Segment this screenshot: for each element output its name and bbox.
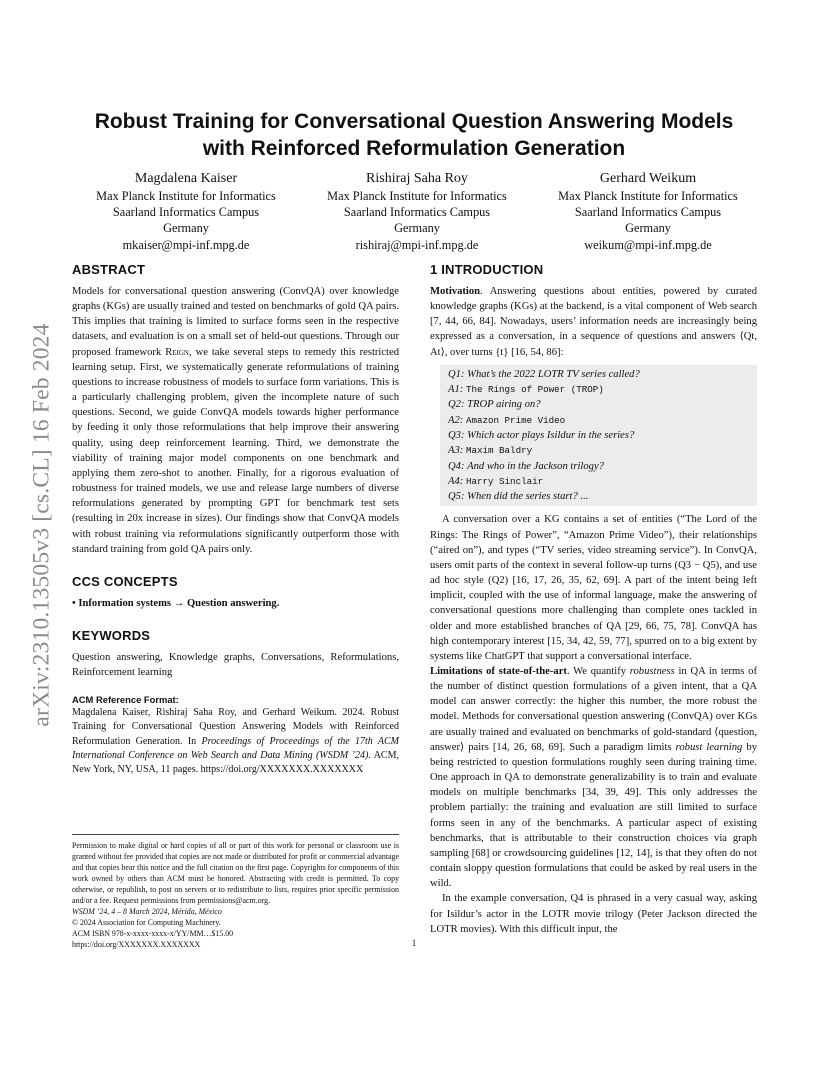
title-line-2: with Reinforced Reformulation Generation bbox=[202, 137, 626, 160]
conversation-turn: Q3: Which actor plays Isildur in the series? bbox=[448, 429, 635, 441]
conference-line: WSDM ’24, 4 – 8 March 2024, Mérida, México bbox=[72, 907, 222, 916]
doi-line: https://doi.org/XXXXXXX.XXXXXXX bbox=[72, 940, 201, 949]
author-email: weikum@mpi-inf.mpg.de bbox=[584, 237, 712, 252]
conversation-turn: A1: The Rings of Power (TROP) bbox=[448, 384, 604, 396]
author-affiliation: Max Planck Institute for Informatics bbox=[327, 189, 507, 203]
arxiv-stamp bbox=[22, 290, 62, 760]
example-conversation bbox=[440, 365, 757, 507]
acm-ref-heading: ACM Reference Format: bbox=[72, 694, 179, 706]
author-campus: Saarland Informatics Campus bbox=[112, 205, 260, 220]
author-1 bbox=[72, 170, 300, 253]
abstract-text: Models for conversational question answering (ConvQA) over knowledge graphs (KGs) are usually trained and tested on benchmarks of gold QA pairs. This implies that training is limited to surface forms seen in the respective datasets, and evaluation is on a small set of held-out questions. Through our proposed framework Reign, we take several steps to remedy this restricted learning setup. First, we systematically generate reformulations of training questions to increase robustness of models to surface form variations. This is a particularly challenging problem, given the incomplete nature of such questions. Second, we guide ConvQA models towards higher performance by feeding it only those reformulations that help improve their answering quality, using deep reinforcement learning. Third, we demonstrate the viability of training major model components on one benchmark and applying them zero-shot to another. Finally, for a rigorous evaluation of robustness for trained models, we use and release large numbers of diverse reformulations generated by prompting GPT for benchmark test sets (resulting in 20x increase in sizes). Our findings show that ConvQA models with robust training via reformulations significantly outperform those with standard training from gold QA pairs only. bbox=[72, 286, 399, 555]
ccs-heading: CCS CONCEPTS bbox=[72, 573, 178, 589]
author-country: Germany bbox=[394, 221, 440, 236]
author-name: Gerhard Weikum bbox=[599, 171, 697, 186]
left-column bbox=[72, 262, 399, 777]
conversation-turn: A2: Amazon Prime Video bbox=[448, 414, 566, 426]
author-name: Magdalena Kaiser bbox=[134, 171, 238, 186]
conversation-turn: Q2: TROP airing on? bbox=[448, 399, 541, 411]
permission-text: Permission to make digital or hard copies of all or part of this work for personal or classroom use is granted without fee provided that copies are not made or distributed for profit or commercial advantage and that copies bear this notice and the full citation on the first page. Copyrights for components of this work owned by others than ACM must be honored. Abstracting with credit is permitted. To copy otherwise, or republish, to post on servers or to redistribute to lists, requires prior specific permission and/or a fee. Request permissions from permissions@acm.org. bbox=[72, 841, 399, 905]
framework-name: Reign bbox=[165, 346, 189, 358]
permission-footnote bbox=[72, 834, 399, 950]
conversation-turn: A4: Harry Sinclair bbox=[448, 475, 544, 487]
author-block bbox=[72, 170, 762, 253]
author-email: rishiraj@mpi-inf.mpg.de bbox=[355, 237, 479, 252]
keywords-text: Question answering, Knowledge graphs, Conversations, Reformulations, Reinforcement learning bbox=[72, 651, 399, 679]
author-3 bbox=[534, 170, 762, 253]
isbn-line: ACM ISBN 978-x-xxxx-xxxx-x/YY/MM…$15.00 bbox=[72, 929, 234, 938]
author-country: Germany bbox=[163, 221, 209, 236]
page-number: 1 bbox=[411, 938, 417, 948]
limitations-paragraph: Limitations of state-of-the-art. We quantify robustness in QA in terms of the number of distinct question formulations of a given intent, that a QA model can answer correctly: the higher this number, the more robust the model. Methods for conversational question answering (ConvQA) over KGs are usually trained and evaluated on benchmarks of gold-standard ⟨question, answer⟩ pairs [14, 26, 68, 69]. Such a paradigm limits robust learning by being restricted to question formulations roughly seen during training time. One approach in QA to demonstrate generalizability is to train and evaluate models on multiple benchmarks [34, 39, 49]. This only addresses the problem partially: the training and evaluation are still limited to surface forms seen in any of the benchmarks. A particular aspect of existing benchmarks, that is attributable to their construction choices via graph sampling [68] or crowdsourcing guidelines [12, 14], is that they often do not contain sloppy question formulations that could be asked by real users in the wild. bbox=[430, 666, 757, 890]
ccs-text: • Information systems → Question answering. bbox=[72, 597, 280, 609]
keywords-heading: KEYWORDS bbox=[72, 627, 151, 643]
acm-ref-text: Magdalena Kaiser, Rishiraj Saha Roy, and Gerhard Weikum. 2024. Robust Training for Conversational Question Answering Models with Reinforced Reformulation Generation. In Proceedings of Proceedings of the 17th ACM International Conference on Web Search and Data Mining (WSDM ’24). ACM, New York, NY, USA, 11 pages. https://doi.org/XXXXXXX.XXXXXXX bbox=[72, 707, 399, 776]
author-2 bbox=[303, 170, 531, 253]
conversation-turn: Q4: And who in the Jackson trilogy? bbox=[448, 460, 604, 472]
author-affiliation: Max Planck Institute for Informatics bbox=[96, 189, 276, 203]
title-line-1: Robust Training for Conversational Question Answering Models bbox=[94, 110, 734, 133]
intro-heading: 1 INTRODUCTION bbox=[430, 262, 544, 277]
intro-paragraph-last: In the example conversation, Q4 is phrased in a very casual way, asking for Isildur’s actor in the LOTR movie trilogy (Peter Jackson directed the LOTR movies). With this difficult input, the bbox=[430, 893, 757, 935]
abstract-heading: ABSTRACT bbox=[72, 262, 146, 277]
author-affiliation: Max Planck Institute for Informatics bbox=[558, 189, 738, 203]
paper-title bbox=[60, 108, 768, 162]
motivation-paragraph: Motivation. Answering questions about entities, powered by curated knowledge graphs (KGs) at the backend, is a vital component of Web search [7, 44, 66, 84]. Nowadays, users’ information needs are increasingly being expressed as a conversation, in a sequence of questions and answers ⟨Qt, At⟩, over turns {t} [16, 54, 86]: bbox=[430, 286, 757, 358]
conversation-turn: Q1: What’s the 2022 LOTR TV series called? bbox=[448, 368, 640, 380]
intro-paragraph-1: A conversation over a KG contains a set of entities (“The Lord of the Rings: The Rings of Power”, “Amazon Prime Video”), their relationships (“aired on”), and types (“TV series, video streaming service”). In ConvQA, users omit parts of the context in several follow-up turns (Q3 − Q5), and use ad hoc style (Q2) [16, 17, 26, 35, 62, 69]. A part of the intent being left implicit, coupled with the use of informal language, make the answering of conversational questions more challenging than complete ones tackled in older and more established branches of QA [29, 66, 75, 78]. ConvQA has high contemporary interest [15, 34, 42, 59, 77], spurred on to a big extent by systems like ChatGPT that support a conversational interface. bbox=[430, 514, 757, 662]
conversation-turn: A3: Maxim Baldry bbox=[448, 445, 533, 457]
author-email: mkaiser@mpi-inf.mpg.de bbox=[122, 237, 250, 252]
author-country: Germany bbox=[625, 221, 671, 236]
author-campus: Saarland Informatics Campus bbox=[574, 205, 722, 220]
copyright-line: © 2024 Association for Computing Machinery. bbox=[72, 918, 221, 927]
author-name: Rishiraj Saha Roy bbox=[366, 171, 468, 186]
conversation-turn: Q5: When did the series start? ... bbox=[448, 491, 589, 503]
arxiv-id: arXiv:2310.13505v3 [cs.CL] 16 Feb 2024 bbox=[28, 323, 55, 727]
author-campus: Saarland Informatics Campus bbox=[343, 205, 491, 220]
right-column bbox=[430, 262, 757, 937]
